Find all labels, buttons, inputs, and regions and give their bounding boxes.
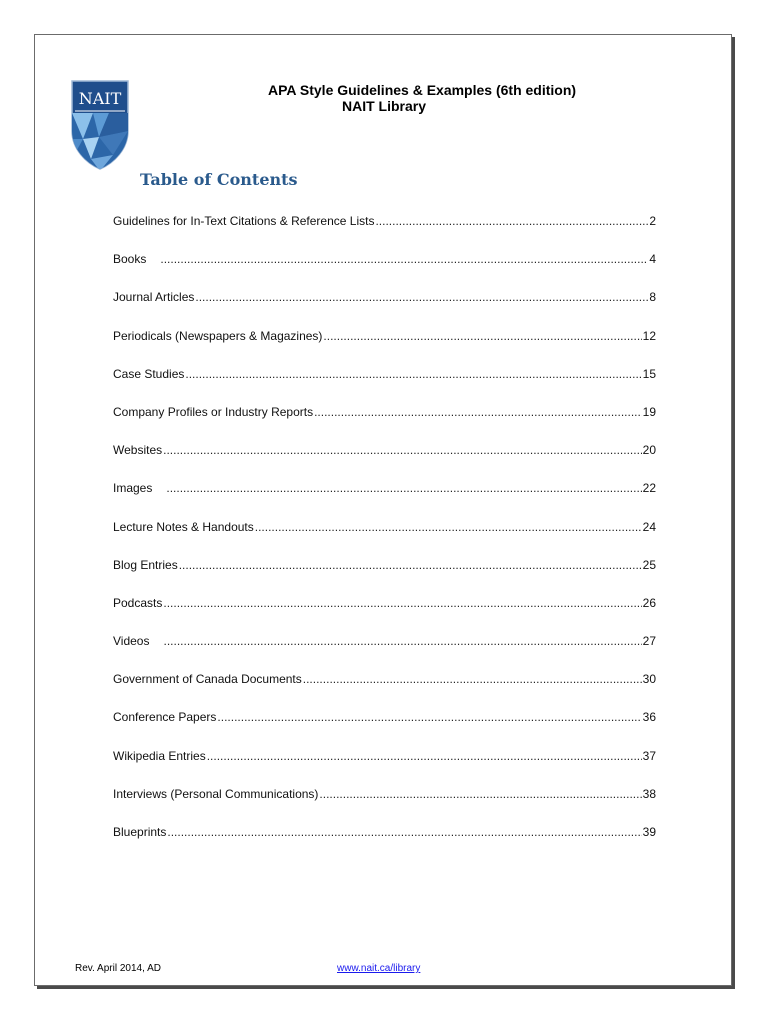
toc-entry-page: 38 bbox=[642, 786, 656, 801]
toc-leader-dots bbox=[160, 251, 648, 267]
toc-entry-page: 8 bbox=[649, 290, 656, 305]
toc-entry[interactable] bbox=[113, 404, 656, 442]
toc-leader-dots bbox=[166, 480, 641, 496]
toc-entry-page: 36 bbox=[642, 710, 656, 725]
toc-entry-label: Case Studies bbox=[113, 366, 185, 381]
toc-entry-page: 37 bbox=[642, 748, 656, 763]
toc-entry-label: Government of Canada Documents bbox=[113, 672, 302, 687]
toc-entry[interactable] bbox=[113, 786, 656, 824]
toc-entry[interactable] bbox=[113, 557, 656, 595]
toc-entry-label: Blueprints bbox=[113, 825, 167, 839]
toc-entry-label: Blog Entries bbox=[113, 557, 178, 572]
toc-entry-page: 39 bbox=[642, 825, 656, 839]
svg-text:NAIT: NAIT bbox=[78, 89, 122, 108]
toc-entry[interactable] bbox=[113, 709, 656, 747]
toc-leader-dots bbox=[163, 633, 641, 649]
toc-entry[interactable] bbox=[113, 748, 656, 786]
toc-heading: Table of Contents bbox=[140, 170, 298, 189]
toc-entry-label: Websites bbox=[113, 443, 163, 458]
nait-shield-logo-icon bbox=[69, 79, 131, 171]
toc-leader-dots bbox=[303, 671, 642, 687]
toc-entry-page: 19 bbox=[642, 404, 656, 419]
toc-entry-page: 4 bbox=[649, 252, 656, 267]
toc-entry-label: Images bbox=[113, 481, 153, 496]
toc-entry[interactable] bbox=[113, 519, 656, 557]
toc-entry[interactable] bbox=[113, 289, 656, 327]
document-subtitle: NAIT Library bbox=[342, 98, 427, 114]
toc-leader-dots bbox=[314, 404, 642, 420]
toc-entry-page: 27 bbox=[642, 634, 656, 649]
toc-entry-page: 15 bbox=[642, 366, 656, 381]
toc-leader-dots bbox=[167, 824, 641, 840]
toc-leader-dots bbox=[375, 213, 648, 229]
toc-entry-label: Journal Articles bbox=[113, 290, 195, 305]
toc-leader-dots bbox=[185, 366, 641, 382]
toc-leader-dots bbox=[217, 709, 641, 725]
revision-note: Rev. April 2014, AD bbox=[75, 963, 161, 974]
toc-entry-label: Guidelines for In-Text Citations & Reference Lists bbox=[113, 214, 375, 228]
toc-entry-page: 26 bbox=[642, 595, 656, 610]
toc-leader-dots bbox=[163, 595, 641, 611]
toc-entry[interactable] bbox=[113, 213, 656, 251]
toc-leader-dots bbox=[319, 786, 641, 802]
toc-entry[interactable] bbox=[113, 595, 656, 633]
toc-entry-label: Wikipedia Entries bbox=[113, 748, 206, 763]
toc-leader-dots bbox=[179, 557, 642, 573]
toc-leader-dots bbox=[323, 328, 641, 344]
toc-entry[interactable] bbox=[113, 480, 656, 518]
toc-entry-label: Periodicals (Newspapers & Magazines) bbox=[113, 328, 323, 343]
toc-entry[interactable] bbox=[113, 366, 656, 404]
toc-leader-dots bbox=[195, 289, 648, 305]
library-link[interactable]: www.nait.ca/library bbox=[337, 963, 421, 974]
toc-entry-page: 22 bbox=[642, 481, 656, 496]
toc-entry-page: 2 bbox=[649, 214, 656, 228]
toc-leader-dots bbox=[207, 748, 642, 764]
toc-entry-label: Podcasts bbox=[113, 595, 163, 610]
toc-entry-page: 24 bbox=[642, 519, 656, 534]
toc-entry-label: Company Profiles or Industry Reports bbox=[113, 404, 314, 419]
toc-leader-dots bbox=[163, 442, 642, 458]
toc-entry[interactable] bbox=[113, 633, 656, 671]
toc-entry-label: Books bbox=[113, 252, 147, 267]
document-page bbox=[34, 34, 732, 986]
toc-entry-page: 12 bbox=[642, 328, 656, 343]
toc-entry-label: Conference Papers bbox=[113, 710, 217, 725]
toc-entry[interactable] bbox=[113, 328, 656, 366]
toc-entry-page: 20 bbox=[642, 443, 656, 458]
toc-entry[interactable] bbox=[113, 442, 656, 480]
toc-entry-label: Videos bbox=[113, 634, 150, 649]
toc-entry-page: 25 bbox=[642, 557, 656, 572]
toc-entry[interactable] bbox=[113, 251, 656, 289]
toc-entry-label: Interviews (Personal Communications) bbox=[113, 786, 319, 801]
toc-entry-page: 30 bbox=[642, 672, 656, 687]
document-title: APA Style Guidelines & Examples (6th edition) bbox=[268, 82, 577, 98]
toc-entry[interactable] bbox=[113, 824, 656, 862]
table-of-contents bbox=[113, 213, 656, 862]
toc-entry[interactable] bbox=[113, 671, 656, 709]
toc-entry-label: Lecture Notes & Handouts bbox=[113, 519, 254, 534]
toc-leader-dots bbox=[255, 519, 642, 535]
